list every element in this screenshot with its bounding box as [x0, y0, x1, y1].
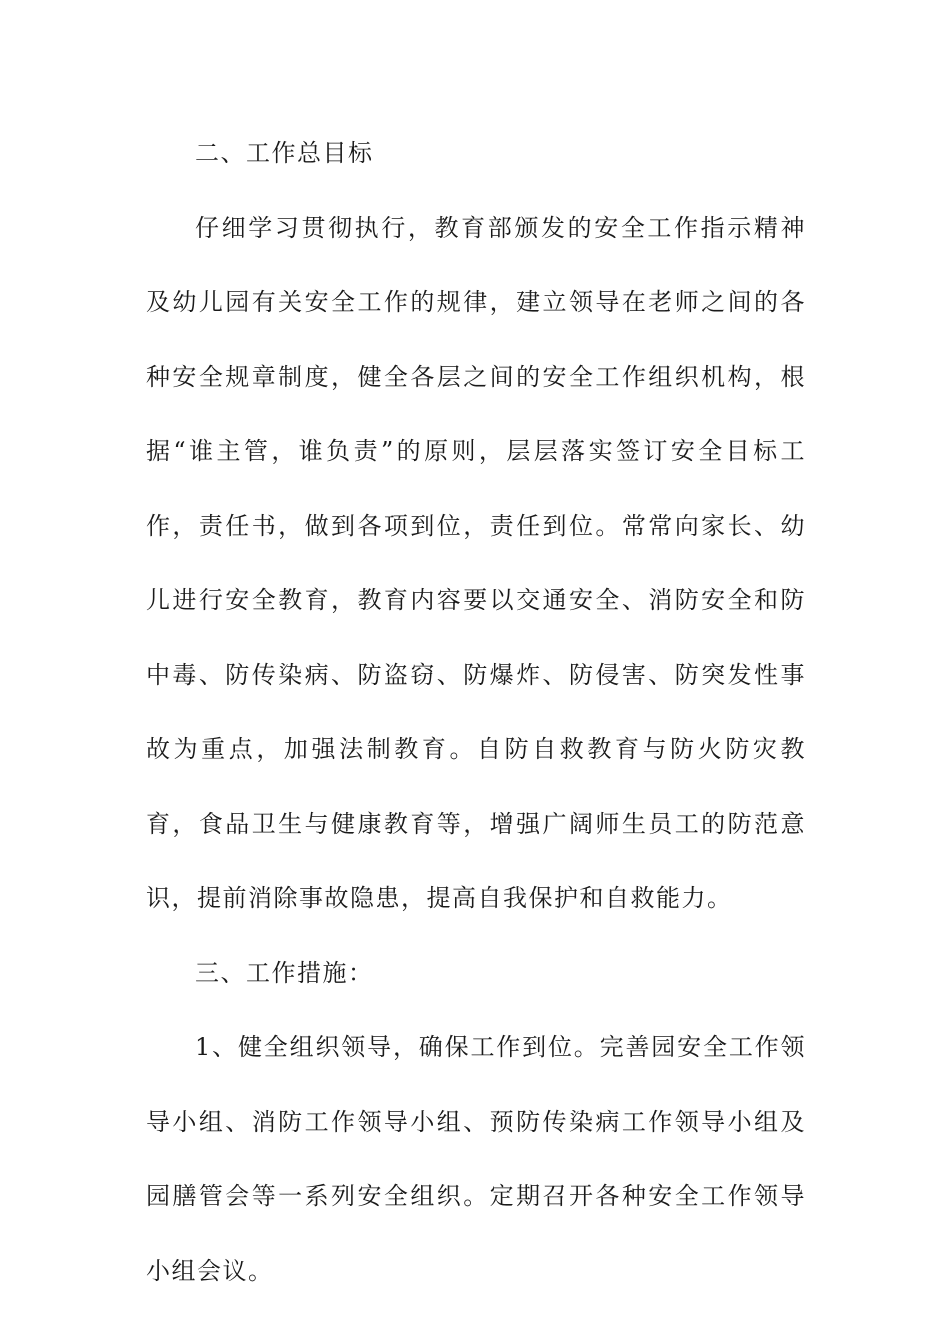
- document-body: [146, 116, 806, 1308]
- paragraph-measure-1: 1、健全组织领导，确保工作到位。完善园安全工作领导小组、消防工作领导小组、预防传染病工作领导小组及园膳管会等一系列安全组织。定期召开各种安全工作领导小组会议。: [146, 1033, 806, 1285]
- section-heading-goals: 二、工作总目标: [195, 139, 374, 167]
- section-heading-measures: 三、工作措施：: [195, 958, 374, 987]
- paragraph-goals: 仔细学习贯彻执行，教育部颁发的安全工作指示精神及幼儿园有关安全工作的规律，建立领导在老师之间的各种安全规章制度，健全各层之间的安全工作组织机构，根据“谁主管，谁负责”的原则，层层落实签订安全目标工作，责任书，做到各项到位，责任到位。常常向家长、幼儿进行安全教育，教育内容要以交通安全、消防安全和防中毒、防传染病、防盗窃、防爆炸、防侵害、防突发性事故为重点，加强法制教育。自防自救教育与防火防灾教育，食品卫生与健康教育等，增强广阔师生员工的防范意识，提前消除事故隐患，提高自我保护和自救能力。: [146, 213, 806, 912]
